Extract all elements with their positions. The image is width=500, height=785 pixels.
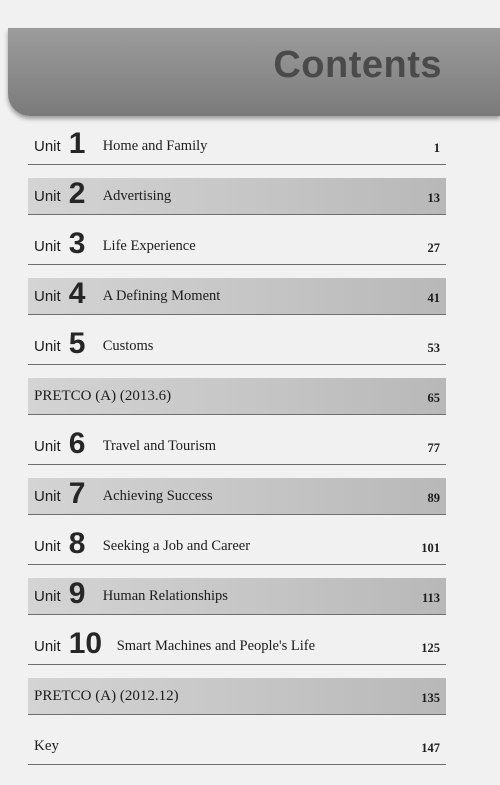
unit-label: Unit (34, 137, 61, 155)
page-number: 101 (421, 541, 440, 555)
page-number: 27 (427, 241, 440, 255)
toc-entry-title: PRETCO (A) (2012.12) (34, 687, 179, 704)
unit-number: 4 (68, 277, 86, 310)
toc-entry-title: Key (34, 737, 59, 754)
unit-number: 5 (68, 327, 86, 360)
page-number: 147 (421, 741, 440, 755)
page-number: 41 (427, 291, 440, 305)
toc-entry-title: Life Experience (102, 237, 196, 254)
unit-number: 9 (68, 577, 86, 610)
toc-row-unit-4[interactable] (28, 278, 446, 315)
unit-label: Unit (34, 487, 61, 505)
toc-row-unit-1[interactable] (28, 128, 446, 165)
page-number: 89 (427, 491, 440, 505)
table-of-contents (28, 128, 446, 778)
page-number: 135 (421, 691, 440, 705)
unit-number: 2 (68, 177, 86, 210)
toc-row-unit-8[interactable] (28, 528, 446, 565)
unit-label: Unit (34, 437, 61, 455)
toc-entry-title: PRETCO (A) (2013.6) (34, 387, 172, 404)
page-number: 125 (421, 641, 440, 655)
toc-entry-title: A Defining Moment (102, 287, 221, 304)
toc-entry-title: Home and Family (102, 137, 208, 154)
unit-number: 8 (68, 527, 86, 560)
toc-entry-title: Advertising (102, 187, 172, 204)
toc-row-pretco-2012[interactable] (28, 678, 446, 715)
unit-label: Unit (34, 237, 61, 255)
unit-number: 7 (68, 477, 86, 510)
toc-row-unit-9[interactable] (28, 578, 446, 615)
toc-entry-title: Achieving Success (102, 487, 213, 504)
page-number: 1 (433, 141, 440, 155)
toc-entry-title: Smart Machines and People's Life (116, 637, 316, 654)
toc-row-unit-5[interactable] (28, 328, 446, 365)
toc-entry-title: Seeking a Job and Career (102, 537, 251, 554)
unit-number: 10 (68, 627, 103, 660)
unit-label: Unit (34, 187, 61, 205)
toc-row-unit-10[interactable] (28, 628, 446, 665)
toc-row-unit-7[interactable] (28, 478, 446, 515)
page-number: 77 (427, 441, 440, 455)
toc-row-key[interactable] (28, 728, 446, 765)
toc-entry-title: Travel and Tourism (102, 437, 217, 454)
unit-label: Unit (34, 587, 61, 605)
toc-entry-title: Human Relationships (102, 587, 228, 604)
toc-entry-title: Customs (102, 337, 154, 354)
page-title: Contents (273, 44, 442, 86)
unit-label: Unit (34, 287, 61, 305)
unit-number: 6 (68, 427, 86, 460)
toc-row-unit-2[interactable] (28, 178, 446, 215)
unit-label: Unit (34, 537, 61, 555)
toc-row-unit-3[interactable] (28, 228, 446, 265)
unit-label: Unit (34, 637, 61, 655)
unit-number: 3 (68, 227, 86, 260)
toc-row-pretco-2013[interactable] (28, 378, 446, 415)
unit-label: Unit (34, 337, 61, 355)
toc-row-unit-6[interactable] (28, 428, 446, 465)
page-number: 113 (421, 591, 440, 605)
page-number: 65 (427, 391, 440, 405)
unit-number: 1 (68, 127, 86, 160)
page-number: 13 (427, 191, 440, 205)
page-number: 53 (427, 341, 440, 355)
